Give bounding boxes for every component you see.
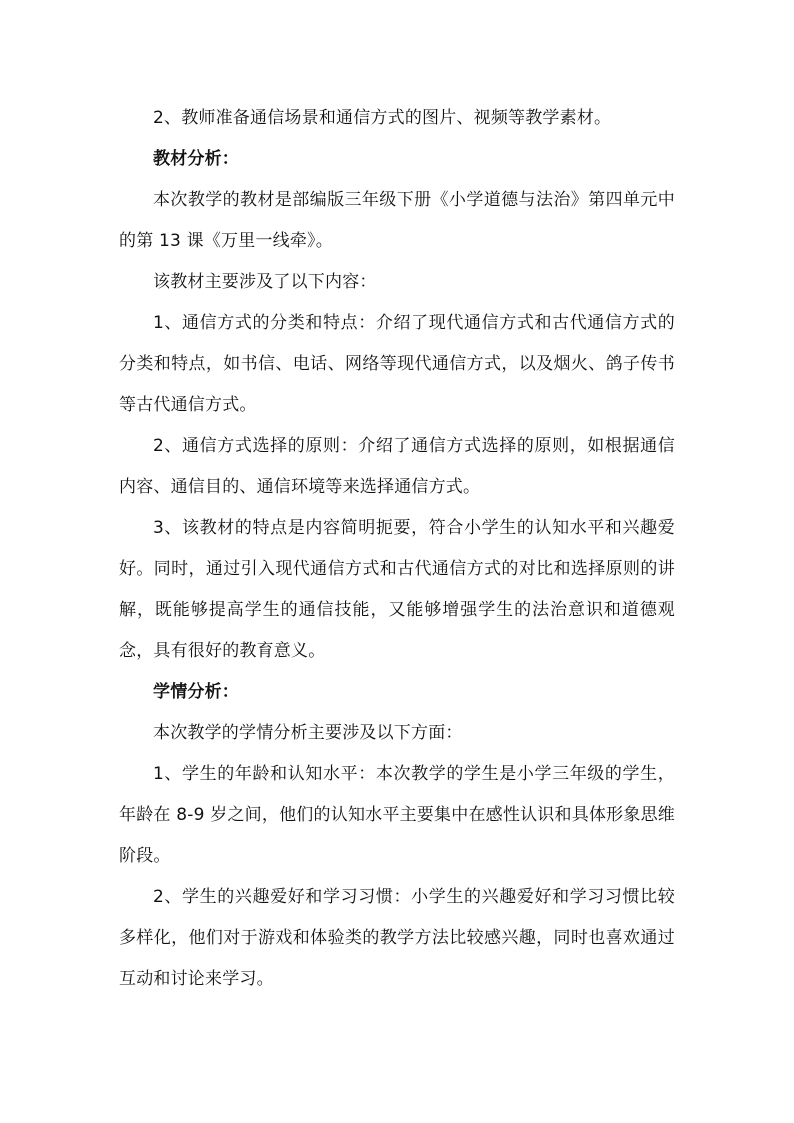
- paragraph-materials-prep: 2、教师准备通信场景和通信方式的图片、视频等教学素材。: [153, 108, 612, 128]
- document-body: [119, 98, 675, 1000]
- paragraph-content-3: 3、该教材的特点是内容简明扼要，符合小学生的认知水平和兴趣爱好。同时，通过引入现代通信方式和古代通信方式的对比和选择原则的讲解，既能够提高学生的通信技能，又能够增强学生的法治意识和道德观念，具有很好的教育意义。: [119, 518, 675, 661]
- paragraph-content-lead: 该教材主要涉及了以下内容：: [153, 272, 377, 292]
- paragraph-learner-1: 1、学生的年龄和认知水平：本次教学的学生是小学三年级的学生，年龄在 8-9 岁之间，他们的认知水平主要集中在感性认识和具体形象思维阶段。: [119, 764, 675, 866]
- paragraph-learner-lead: 本次教学的学情分析主要涉及以下方面：: [153, 723, 463, 743]
- paragraph-learner-2: 2、学生的兴趣爱好和学习习惯：小学生的兴趣爱好和学习习惯比较多样化，他们对于游戏和体验类的教学方法比较感兴趣，同时也喜欢通过互动和讨论来学习。: [119, 887, 675, 989]
- paragraph-textbook-intro: 本次教学的教材是部编版三年级下册《小学道德与法治》第四单元中的第 13 课《万里一线牵》。: [119, 190, 675, 251]
- paragraph-content-1: 1、通信方式的分类和特点：介绍了现代通信方式和古代通信方式的分类和特点，如书信、电话、网络等现代通信方式，以及烟火、鸽子传书等古代通信方式。: [119, 313, 675, 415]
- heading-textbook-analysis: 教材分析：: [153, 149, 239, 169]
- heading-learner-analysis: 学情分析：: [153, 682, 239, 702]
- paragraph-content-2: 2、通信方式选择的原则：介绍了通信方式选择的原则，如根据通信内容、通信目的、通信环境等来选择通信方式。: [119, 436, 675, 497]
